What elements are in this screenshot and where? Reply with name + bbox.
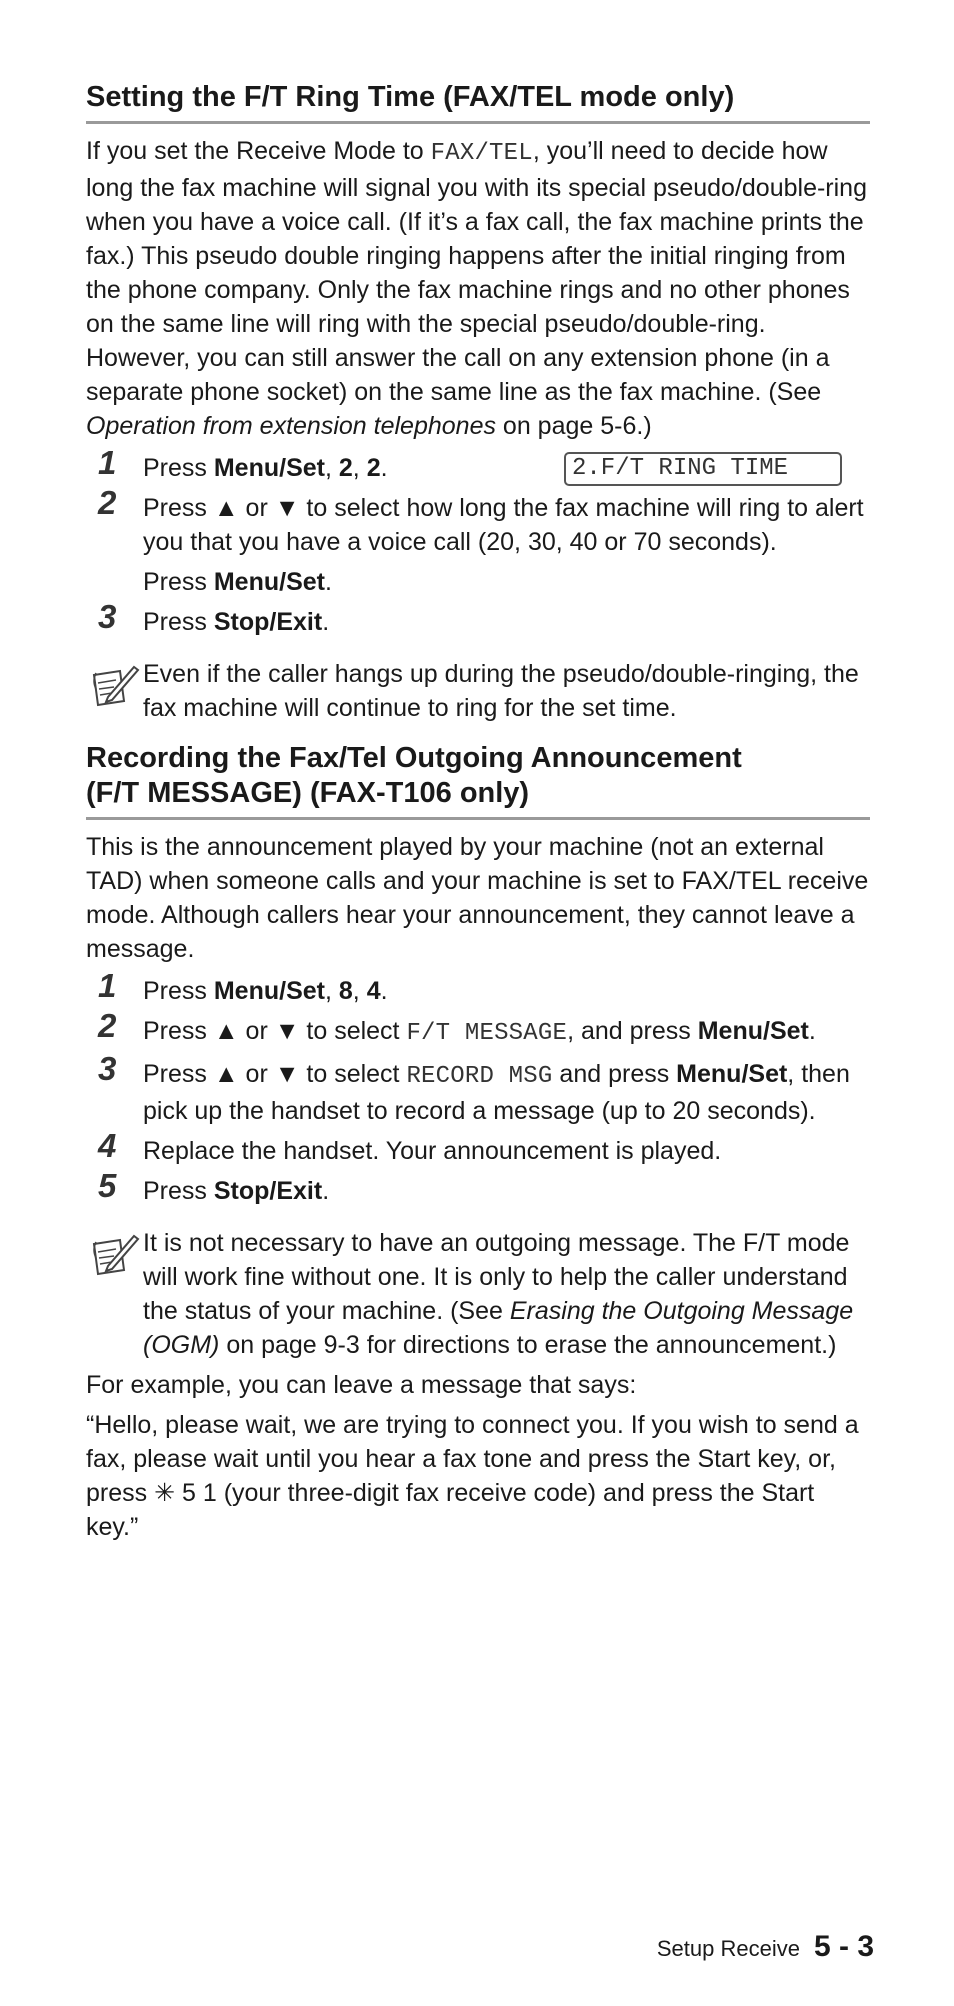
step-number: 2: [98, 484, 117, 521]
step-text: Press: [143, 454, 214, 482]
note-ft-message: [86, 1226, 870, 1362]
note-ring-time: [86, 657, 870, 725]
step-number: 4: [98, 1127, 117, 1164]
step-text: .: [380, 977, 388, 1005]
page-number: 5 - 3: [813, 1930, 874, 1963]
note-icon: [90, 661, 140, 711]
section-divider: [86, 817, 870, 820]
step-2: [86, 484, 870, 599]
step-text: ,: [352, 454, 367, 482]
cross-reference: Operation from extension telephones: [86, 412, 496, 440]
step-text: Press ▲ or ▼ to select: [143, 1017, 407, 1045]
note-text: It is not necessary to have an outgoing message. The F/T mode will work fine without one. It is only to help the caller understand the status of your machine. (See: [143, 1229, 850, 1325]
page-content: [86, 80, 870, 1544]
title-line: Recording the Fax/Tel Outgoing Announcement: [86, 742, 742, 774]
section-title-ring-time: Setting the F/T Ring Time (FAX/TEL mode only): [86, 81, 735, 113]
step-text: ,: [324, 454, 339, 482]
step-text: Press ▲ or ▼ to select: [143, 1060, 407, 1088]
step-3: [86, 1050, 870, 1128]
section-divider: [86, 121, 870, 124]
lcd-mode-text: FAX/TEL: [430, 140, 533, 167]
key-label: Menu/Set: [697, 1017, 809, 1045]
step-1: [86, 967, 870, 1008]
lcd-option-text: F/T MESSAGE: [406, 1020, 568, 1047]
step-text: ,: [324, 977, 339, 1005]
title-line: (F/T MESSAGE) (FAX-T106 only): [86, 777, 530, 809]
step-text: ,: [352, 977, 367, 1005]
key-label: 8: [338, 977, 353, 1005]
ring-time-intro: [86, 134, 870, 443]
note-text: on page 9-3 for directions to erase the announcement.): [219, 1331, 837, 1359]
lcd-display: 2.F/T RING TIME: [564, 452, 842, 486]
step-number: 5: [98, 1167, 117, 1204]
step-text: .: [322, 1177, 330, 1205]
cross-reference: Erasing the Outgoing Message (OGM): [143, 1297, 854, 1359]
footer-chapter: Setup Receive: [656, 1936, 800, 1961]
step-text: .: [322, 608, 330, 636]
step-number: 1: [98, 444, 117, 481]
step-number: 2: [98, 1007, 117, 1044]
intro-text: on page 5-6.): [495, 412, 652, 440]
key-label: 4: [366, 977, 381, 1005]
step-text: Press: [143, 568, 214, 596]
step-text: , then pick up the handset to record a message (up to 20 seconds).: [143, 1060, 850, 1125]
key-label: Menu/Set: [213, 977, 325, 1005]
step-text: .: [380, 454, 388, 482]
step-text: .: [324, 568, 332, 596]
step-1: [86, 444, 870, 485]
lcd-option-text: RECORD MSG: [406, 1063, 553, 1090]
key-label: Stop/Exit: [213, 1177, 323, 1205]
page-footer: [657, 1930, 874, 1964]
step-text: .: [808, 1017, 816, 1045]
step-text: Press ▲ or ▼ to select how long the fax machine will ring to alert you that you have a voice call (20, 30, 40 or 70 seconds).: [143, 494, 864, 556]
step-number: 3: [98, 598, 117, 635]
example-message: [86, 1408, 870, 1544]
step-text: and press: [552, 1060, 677, 1088]
ft-message-intro: This is the announcement played by your machine (not an external TAD) when someone calls and your machine is set to FAX/TEL receive mode. Although callers hear your announcement, they cannot leave a message.: [86, 833, 869, 963]
intro-text: , you’ll need to decide how long the fax machine will signal you with its special pseudo/double-ring when you have a voice call. (If it’s a fax call, the fax machine prints the fax.) This pseudo double ringing happens after the initial ringing from the phone company. Only the fax machine rings and no other phones on the same line will ring with the special pseudo/double-ring. However, you can still answer the call on any extension phone (in a separate phone socket) on the same line as the fax machine. (See: [86, 137, 867, 406]
step-text: Press: [143, 977, 214, 1005]
example-text: “Hello, please wait, we are trying to connect you. If you wish to send a fax, please wait until you hear a fax tone and press the Start key, or, press: [86, 1411, 859, 1507]
key-label: Stop/Exit: [213, 608, 323, 636]
step-text: Press: [143, 608, 214, 636]
section-title-ft-message: [86, 741, 870, 811]
step-2: [86, 1007, 870, 1051]
ft-message-steps: [86, 967, 870, 1208]
ring-time-steps: [86, 444, 870, 639]
key-label: Menu/Set: [213, 568, 325, 596]
example-intro: For example, you can leave a message that says:: [86, 1371, 637, 1399]
intro-text: If you set the Receive Mode to: [86, 137, 431, 165]
step-text: Replace the handset. Your announcement is played.: [143, 1137, 722, 1165]
note-icon: [90, 1230, 140, 1280]
step-3: [86, 598, 870, 639]
step-text: , and press: [567, 1017, 698, 1045]
step-4: [86, 1127, 870, 1168]
step-text: Press: [143, 1177, 214, 1205]
key-label: Menu/Set: [676, 1060, 788, 1088]
key-label: 2: [366, 454, 381, 482]
key-label: Menu/Set: [213, 454, 325, 482]
note-text: Even if the caller hangs up during the pseudo/double-ringing, the fax machine will continue to ring for the set time.: [143, 660, 859, 722]
key-label: 2: [338, 454, 353, 482]
step-subline: [143, 565, 870, 599]
step-number: 1: [98, 967, 117, 1004]
example-text: 5 1 (your three-digit fax receive code) and press the Start key.”: [86, 1479, 815, 1541]
step-number: 3: [98, 1050, 117, 1087]
step-5: [86, 1167, 870, 1208]
star-key-icon: ✳: [154, 1479, 176, 1507]
